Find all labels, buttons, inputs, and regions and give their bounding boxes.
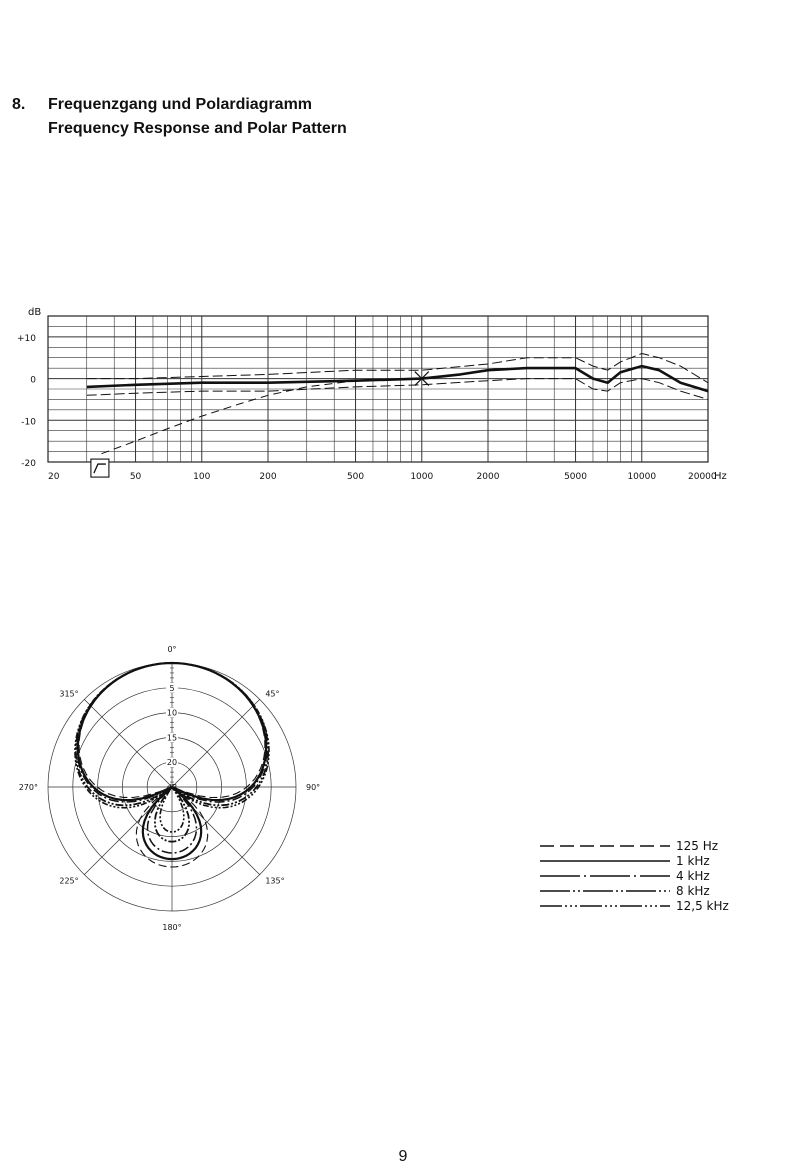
legend-line (540, 871, 670, 881)
x-tick-label: 500 (346, 472, 365, 482)
legend-label: 4 kHz (676, 868, 710, 883)
legend-item (540, 898, 729, 913)
x-tick-label: 200 (259, 472, 277, 482)
polar-center-label: dB (166, 783, 178, 792)
polar-legend (540, 838, 729, 913)
polar-angle-label: 135° (265, 876, 285, 886)
x-tick-label: 100 (193, 472, 211, 482)
y-tick-label: 0 (30, 375, 36, 386)
section-title-de: Frequenzgang und Polardiagramm (48, 96, 313, 113)
legend-item (540, 868, 729, 883)
polar-angle-label: 270° (18, 783, 38, 792)
y-tick-label: +10 (17, 333, 36, 344)
polar-ring-label: 10 (166, 708, 178, 718)
polar-spoke (84, 699, 172, 787)
x-tick-label: 50 (129, 472, 142, 482)
legend-label: 12,5 kHz (676, 898, 729, 913)
polar-ring-label: 20 (166, 758, 178, 768)
polar-angle-label: 45° (265, 689, 280, 699)
y-tick-label: -10 (21, 417, 36, 428)
legend-line (540, 841, 670, 851)
legend-label: 1 kHz (676, 853, 710, 868)
x-tick-label: 20000 (688, 472, 717, 482)
polar-ring-label: 5 (169, 683, 175, 693)
polar-labels (19, 645, 320, 932)
polar-ring-label: 15 (166, 733, 178, 743)
section-number: 8. (12, 96, 26, 113)
polar-angle-label: 180° (162, 923, 182, 932)
x-tick-label: 20 (48, 472, 60, 482)
polar-angle-label: 90° (306, 783, 321, 792)
legend-label: 8 kHz (676, 883, 710, 898)
polar-angle-label: 315° (59, 689, 79, 699)
x-tick-label: 10000 (627, 472, 657, 482)
x-axis-unit: Hz (714, 471, 727, 482)
y-axis-unit: dB (28, 307, 42, 318)
legend-item (540, 838, 729, 853)
legend-line (540, 856, 670, 866)
legend-line (540, 886, 670, 896)
y-tick-label: -20 (21, 459, 36, 469)
page-number: 9 (398, 1148, 408, 1165)
x-tick-label: 2000 (476, 472, 500, 482)
frequency-grid (48, 316, 708, 462)
section-heading (12, 93, 347, 141)
x-tick-label: 5000 (564, 472, 587, 482)
x-tick-label: 1000 (410, 472, 434, 482)
section-title-en: Frequency Response and Polar Pattern (48, 120, 347, 137)
frequency-response-chart (0, 300, 806, 490)
polar-angle-label: 225° (59, 876, 79, 886)
frequency-series (87, 354, 708, 478)
legend-line (540, 901, 670, 911)
polar-pattern-chart (0, 640, 360, 940)
legend-item (540, 853, 729, 868)
polar-angle-label: 0° (167, 645, 177, 654)
polar-spoke (172, 699, 260, 787)
legend-item (540, 883, 729, 898)
legend-label: 125 Hz (676, 838, 719, 853)
highpass-filter-icon (91, 459, 109, 477)
series-line-dashed-rolloff (102, 381, 356, 454)
